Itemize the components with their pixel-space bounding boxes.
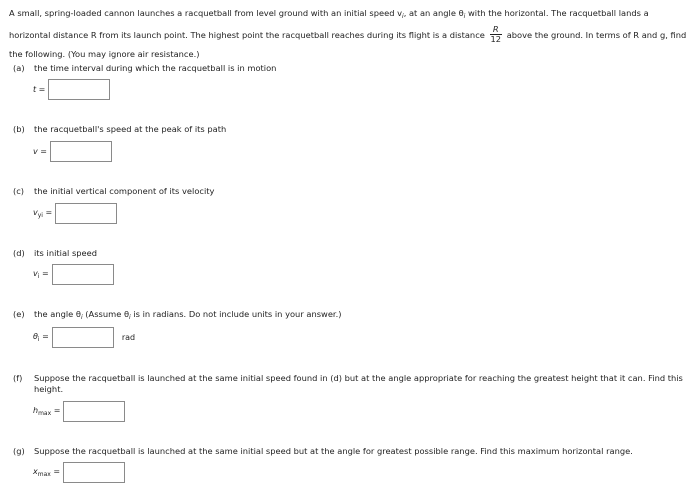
- vi-subscript: i: [402, 13, 404, 20]
- answer-label-c: [33, 208, 52, 219]
- answer-input-g[interactable]: [63, 462, 125, 483]
- answer-input-e[interactable]: [52, 327, 114, 348]
- answer-input-d[interactable]: [52, 264, 114, 285]
- answer-input-f[interactable]: [63, 401, 125, 422]
- problem-statement: [9, 4, 693, 64]
- answer-row-d: [33, 264, 114, 285]
- answer-label-d: [33, 269, 49, 280]
- label-e-sub: i: [37, 336, 40, 343]
- part-d: [13, 248, 693, 259]
- part-e-text-b: (Assume θ: [82, 309, 130, 319]
- problem-text-1c: with the horizontal. The racquetball lands a: [465, 8, 649, 18]
- fraction-denominator: 12: [490, 34, 502, 44]
- label-g-main: x: [33, 467, 38, 476]
- answer-input-b[interactable]: [50, 141, 112, 162]
- part-g-letter: (g): [13, 446, 25, 456]
- part-d-letter: (d): [13, 248, 25, 258]
- label-d-main: v: [33, 269, 38, 278]
- part-a: [13, 63, 693, 74]
- answer-label-b: [33, 147, 47, 156]
- label-d-eq: =: [41, 269, 49, 278]
- label-d-sub: i: [37, 273, 40, 280]
- answer-row-a: [33, 79, 110, 100]
- part-b-letter: (b): [13, 124, 25, 134]
- label-c-main: v: [33, 208, 38, 217]
- part-e-sub-a: i: [81, 314, 83, 321]
- fraction-numerator: R: [490, 25, 503, 35]
- part-g-text: Suppose the racquetball is launched at the same initial speed but at the angle for greatest possible range. Find this maximum horizontal range.: [34, 446, 633, 456]
- label-c-eq: =: [45, 208, 53, 217]
- problem-line-3: the following. (You may ignore air resistance.): [9, 49, 200, 59]
- problem-text-1a: A small, spring-loaded cannon launches a racquetball from level ground with an initial speed v: [9, 8, 403, 18]
- part-c-text: the initial vertical component of its velocity: [34, 186, 215, 196]
- problem-line-1: [9, 4, 693, 26]
- answer-row-e: [33, 327, 135, 348]
- answer-label-a: [33, 85, 45, 94]
- problem-text-1b: , at an angle θ: [403, 8, 464, 18]
- part-c-letter: (c): [13, 186, 25, 196]
- theta-subscript: i: [463, 13, 466, 20]
- part-f-text: Suppose the racquetball is launched at the same initial speed found in (d) but at the angle appropriate for reaching the greatest height that it can. Find this height.: [34, 373, 683, 394]
- label-g-sub: max: [37, 471, 51, 478]
- answer-label-f: [33, 406, 60, 417]
- part-d-text: its initial speed: [34, 248, 98, 258]
- part-a-letter: (a): [13, 63, 25, 73]
- part-e-text-c: is in radians. Do not include units in your answer.): [130, 309, 342, 319]
- label-c-sub: yi: [37, 212, 43, 219]
- problem-line-2: [9, 26, 693, 45]
- part-b-text: the racquetball's speed at the peak of its path: [34, 124, 227, 134]
- height-fraction: [490, 25, 503, 44]
- label-f-main: h: [33, 406, 39, 415]
- answer-input-c[interactable]: [55, 203, 117, 224]
- part-f: [13, 373, 689, 395]
- part-f-row: [13, 373, 689, 395]
- answer-row-c: [33, 203, 117, 224]
- answer-label-b-text: v =: [33, 147, 47, 156]
- part-a-text: the time interval during which the racquetball is in motion: [34, 63, 277, 73]
- part-c: [13, 186, 693, 197]
- label-g-eq: =: [53, 467, 61, 476]
- answer-label-a-text: t =: [33, 85, 46, 94]
- unit-rad: rad: [121, 333, 136, 342]
- label-f-eq: =: [53, 406, 61, 415]
- problem-text-2b: above the ground. In terms of R and g, find: [504, 30, 687, 40]
- part-f-letter: (f): [13, 373, 23, 383]
- answer-label-e: [33, 332, 49, 343]
- answer-row-f: [33, 401, 125, 422]
- label-e-main: θ: [33, 332, 38, 341]
- part-b: [13, 124, 693, 135]
- answer-label-g: [33, 467, 60, 478]
- part-e-text: [34, 309, 341, 319]
- label-e-eq: =: [42, 332, 49, 341]
- part-e: [13, 309, 693, 323]
- problem-text-2a: horizontal distance R from its launch point. The highest point the racquetball reaches during its flight is a distance: [9, 30, 488, 40]
- part-e-text-a: the angle θ: [34, 309, 81, 319]
- label-f-sub: max: [38, 410, 52, 417]
- answer-row-b: [33, 141, 112, 162]
- part-g: [13, 446, 693, 457]
- part-e-sub-b: i: [129, 314, 131, 321]
- part-e-letter: (e): [13, 309, 25, 319]
- answer-row-g: [33, 462, 125, 483]
- answer-input-a[interactable]: [48, 79, 110, 100]
